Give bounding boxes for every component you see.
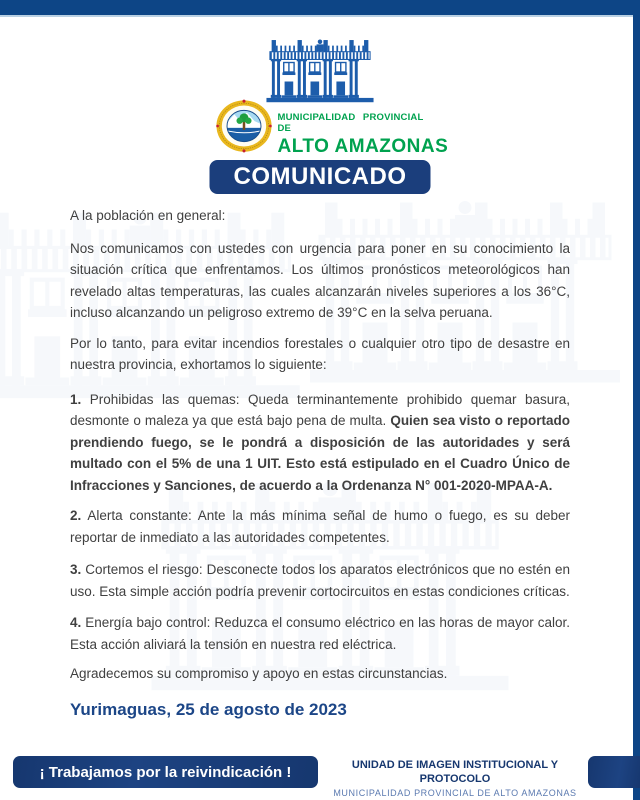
footer-right-decoration: [588, 756, 640, 788]
item-number: 3.: [70, 562, 82, 577]
footer-unit-name: UNIDAD DE IMAGEN INSTITUCIONAL Y PROTOCOLO: [351, 759, 559, 785]
paragraph-intro: Nos comunicamos con ustedes con urgencia para poner en su conocimiento la situación crítica que enfrentamos. Los últimos pronósticos meteorológicos han revelado altas temperaturas, las cuales alcanzarán niveles superiores a los 36°C, incluso alcanzando un peligroso extremo de 39°C en la selva peruana.: [70, 240, 570, 320]
municipality-name: [277, 99, 449, 158]
municipality-logo: [0, 99, 640, 158]
top-border-bar: [0, 0, 640, 15]
item-number: 1.: [70, 391, 82, 407]
paragraph-exhortation: Por lo tanto, para evitar incendios forestales o cualquier otro tipo de desastre en nuestra provincia, exhortamos lo siguiente:: [70, 335, 570, 372]
list-item: [70, 612, 570, 655]
footer-municipality-name: MUNICIPALIDAD PROVINCIAL DE ALTO AMAZONAS: [333, 788, 577, 798]
communique-title-banner: COMUNICADO: [210, 160, 431, 194]
item-text: Alerta constante: Ante la más mínima señal de humo o fuego, es su deber reportar de inmediato a las autoridades competentes.: [70, 508, 570, 545]
item-number: 4.: [70, 615, 82, 630]
item-number: 2.: [70, 508, 82, 523]
footer-unit-block: [325, 758, 585, 799]
item-text: Energía bajo control: Reduzca el consumo eléctrico en las horas de mayor calor. Esta acción aliviará la tensión en nuestra red eléctrica.: [70, 615, 570, 652]
municipality-name-line1: MUNICIPALIDAD PROVINCIAL DE: [277, 112, 424, 134]
list-item: [70, 559, 570, 602]
item-text: Cortemos el riesgo: Desconecte todos los aparatos electrónicos que no estén en uso. Esta simple acción podría prevenir cortocircuitos en estas condiciones críticas.: [70, 562, 570, 599]
item-bold-text: Quien sea visto o reportado prendiendo fuego, se le pondrá a disposición de las autoridades y será multado con el 5% de una 1 UIT. Esto está estipulado en el Cuadro Único de Infracciones y Sanciones, de acuerdo a la Ordenanza N° 001-2020-MPAA-A.: [70, 413, 570, 493]
coat-of-arms-icon: [215, 99, 273, 153]
date-line: Yurimaguas, 25 de agosto de 2023: [70, 699, 347, 719]
municipal-palace-icon: [263, 38, 377, 106]
list-item: [70, 389, 570, 497]
footer-slogan-badge: ¡ Trabajamos por la reivindicación !: [13, 756, 318, 788]
closing-line: Agradecemos su compromiso y apoyo en estas circunstancias.: [70, 666, 448, 681]
item-text: Prohibidas las quemas: Queda terminantemente prohibido quemar basura, desmonte o maleza ya que está bajo pena de multa.: [70, 391, 570, 428]
top-accent-line: [0, 15, 640, 17]
list-item: [70, 505, 570, 548]
communique-body: [70, 205, 570, 720]
municipality-name-line2: ALTO AMAZONAS: [277, 136, 449, 157]
salutation: A la población en general:: [70, 208, 226, 223]
